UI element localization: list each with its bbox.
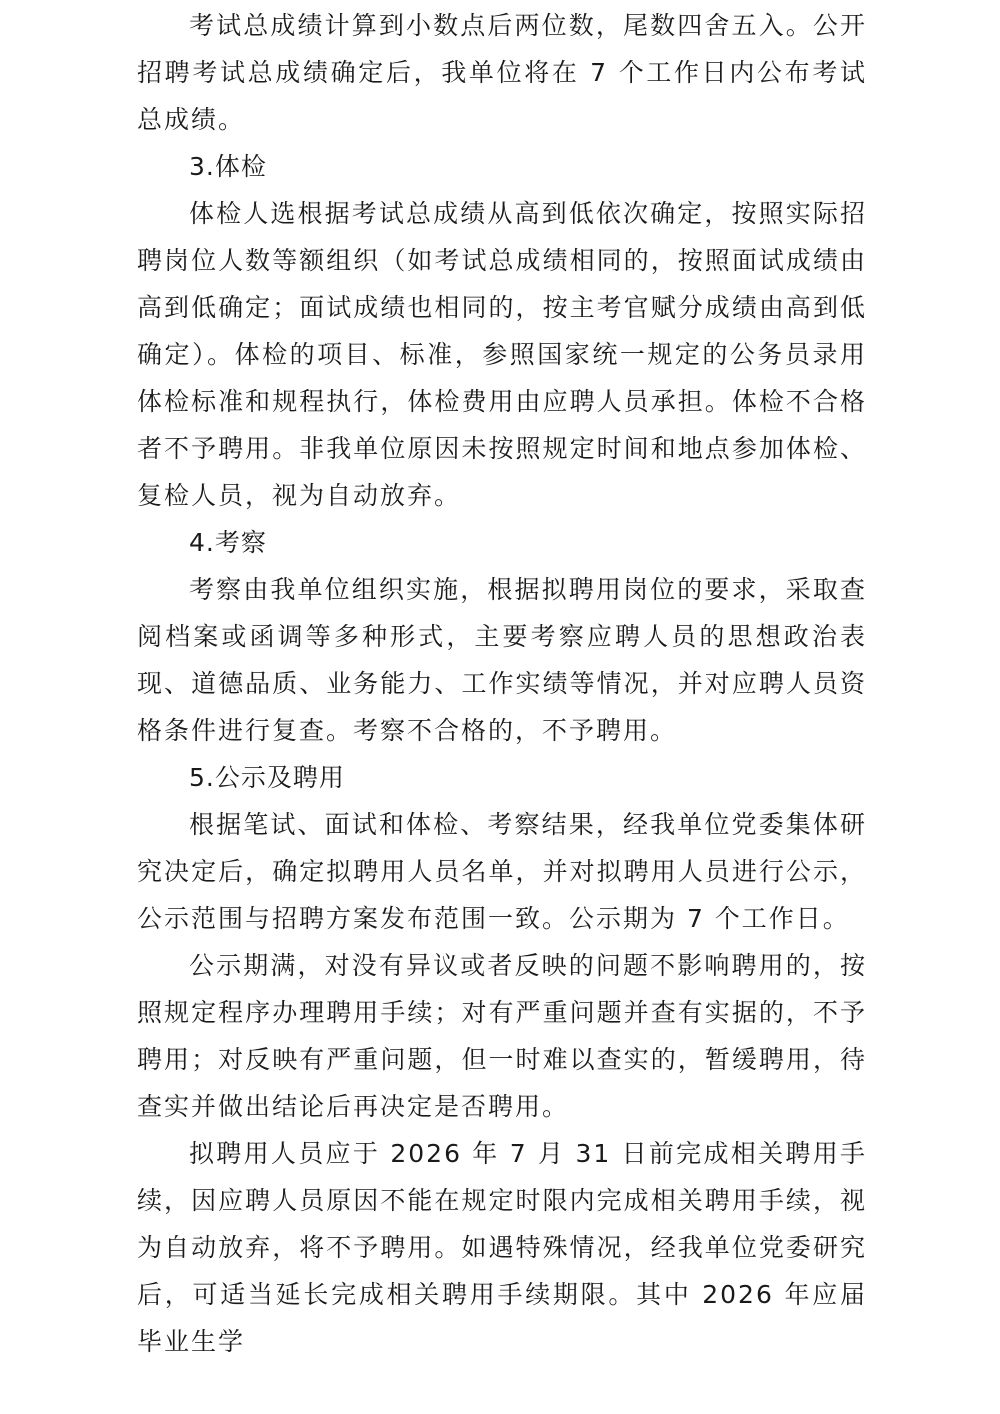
paragraph-score-calculation: 考试总成绩计算到小数点后两位数，尾数四舍五入。公开招聘考试总成绩确定后，我单位将在 7 个工作日内公布考试总成绩。 bbox=[137, 11, 867, 134]
heading-physical-exam: 3.体检 bbox=[189, 152, 267, 181]
document-body bbox=[137, 2, 867, 1365]
paragraph-publicity-expiry: 公示期满，对没有异议或者反映的问题不影响聘用的，按照规定程序办理聘用手续；对有严重问题并查有实据的，不予聘用；对反映有严重问题，但一时难以查实的，暂缓聘用，待查实并做出结论后再决定是否聘用。 bbox=[137, 951, 867, 1121]
paragraph-hiring-deadline: 拟聘用人员应于 2026 年 7 月 31 日前完成相关聘用手续，因应聘人员原因不能在规定时限内完成相关聘用手续，视为自动放弃，将不予聘用。如遇特殊情况，经我单位党委研究后，可适当延长完成相关聘用手续期限。其中 2026 年应届毕业生学 bbox=[137, 1139, 867, 1356]
heading-inspection: 4.考察 bbox=[189, 528, 267, 557]
paragraph-physical-exam: 体检人选根据考试总成绩从高到低依次确定，按照实际招聘岗位人数等额组织（如考试总成绩相同的，按照面试成绩由高到低确定；面试成绩也相同的，按主考官赋分成绩由高到低确定）。体检的项目、标准，参照国家统一规定的公务员录用体检标准和规程执行，体检费用由应聘人员承担。体检不合格者不予聘用。非我单位原因未按照规定时间和地点参加体检、复检人员，视为自动放弃。 bbox=[137, 199, 867, 510]
heading-publicity-hiring: 5.公示及聘用 bbox=[189, 763, 345, 792]
paragraph-publicity: 根据笔试、面试和体检、考察结果，经我单位党委集体研究决定后，确定拟聘用人员名单，并对拟聘用人员进行公示，公示范围与招聘方案发布范围一致。公示期为 7 个工作日。 bbox=[137, 810, 867, 933]
paragraph-inspection: 考察由我单位组织实施，根据拟聘用岗位的要求，采取查阅档案或函调等多种形式，主要考察应聘人员的思想政治表现、道德品质、业务能力、工作实绩等情况，并对应聘人员资格条件进行复查。考察不合格的，不予聘用。 bbox=[137, 575, 867, 745]
